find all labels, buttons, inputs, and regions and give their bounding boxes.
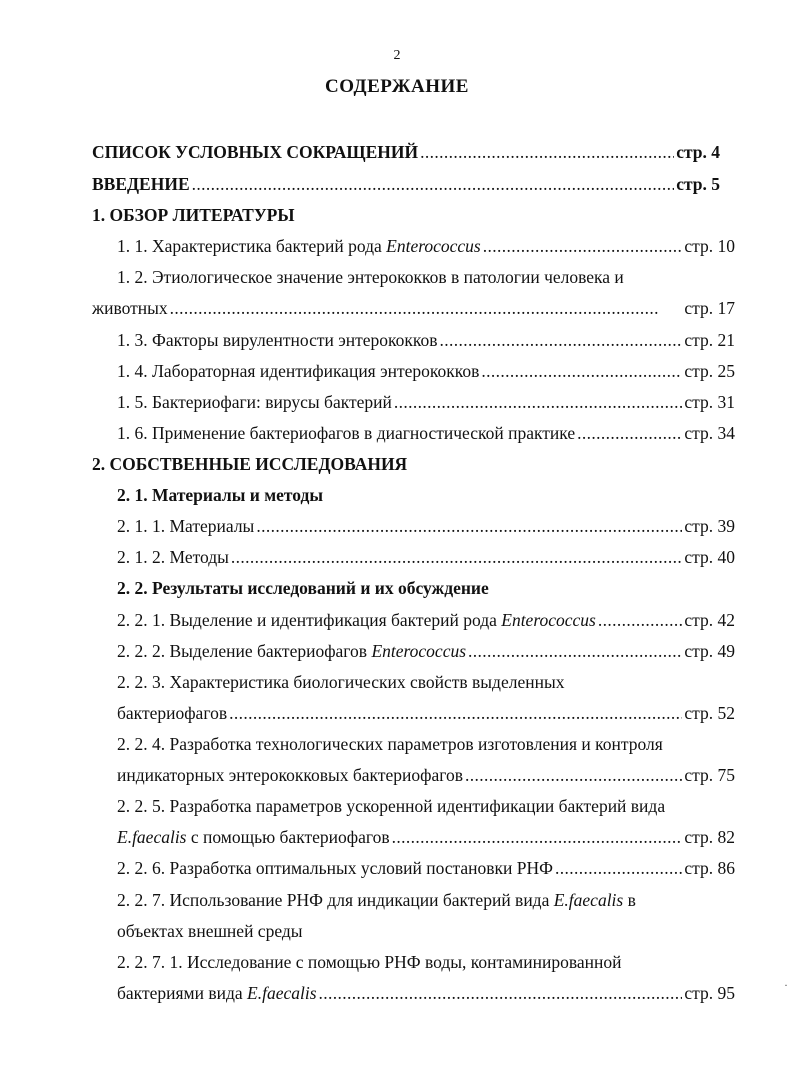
toc-entry-2-2-7-cont: объектах внешней среды (117, 921, 303, 941)
toc-page-ref: стр. 10 (684, 236, 735, 256)
toc-page-ref: стр. 39 (684, 516, 735, 536)
dot-leader (192, 172, 675, 196)
toc-page-ref: стр. 25 (684, 361, 735, 381)
toc-page-ref: стр. 82 (684, 827, 735, 847)
dot-leader (319, 981, 683, 1005)
dot-leader (598, 608, 683, 632)
toc-page-ref: стр. 5 (676, 174, 720, 194)
toc-page-ref: стр. 40 (684, 547, 735, 567)
toc-entry-1-3: 1. 3. Факторы вирулентности энтерококков . . . стр. 21 (117, 328, 735, 352)
toc-entry-2-2-2: 2. 2. 2. Выделение бактериофагов Enterococcus . . . стр. 49 (117, 639, 735, 663)
toc-entry-2-2-1: 2. 2. 1. Выделение и идентификация бактерий рода Enterococcus . . . стр. 42 (117, 608, 735, 632)
toc-entry-2-2-4-cont: индикаторных энтерококковых бактериофагов . . . стр. 75 (117, 763, 735, 787)
dot-leader (231, 545, 682, 569)
dot-leader (420, 140, 674, 164)
dot-leader (483, 234, 683, 258)
toc-entry-1-5: 1. 5. Бактериофаги: вирусы бактерий . . . стр. 31 (117, 390, 735, 414)
toc-page-ref: стр. 34 (684, 423, 735, 443)
toc-page-ref: стр. 52 (684, 703, 735, 723)
toc-entry-2-2-4: 2. 2. 4. Разработка технологических параметров изготовления и контроля (117, 734, 663, 754)
toc-entry-2-2-5-cont: E.faecalis с помощью бактериофагов . . . стр. 82 (117, 825, 735, 849)
toc-entry-2-2-5: 2. 2. 5. Разработка параметров ускоренной идентификации бактерий вида (117, 796, 666, 816)
toc-chapter-2: 2. СОБСТВЕННЫЕ ИССЛЕДОВАНИЯ (92, 454, 408, 474)
dot-leader (256, 514, 682, 538)
dot-leader (577, 421, 682, 445)
toc-entry-2-2-3: 2. 2. 3. Характеристика биологических свойств выделенных (117, 672, 565, 692)
toc-entry-2-2-7-1-cont: бактериями вида E.faecalis . . . стр. 95 (117, 981, 735, 1005)
toc-entry-2-2-7-1: 2. 2. 7. 1. Исследование с помощью РНФ воды, контаминированной (117, 952, 622, 972)
toc-entry-1-4: 1. 4. Лабораторная идентификация энтерококков . . . стр. 25 (117, 359, 735, 383)
toc-entry-2-2-3-cont: бактериофагов . . . стр. 52 (117, 701, 735, 725)
toc-entry-2-2-6: 2. 2. 6. Разработка оптимальных условий постановки РНФ . . . стр. 86 (117, 856, 735, 880)
page-title: СОДЕРЖАНИЕ (325, 76, 469, 97)
toc-chapter-1: 1. ОБЗОР ЛИТЕРАТУРЫ (92, 205, 295, 225)
dot-leader (394, 390, 682, 414)
dot-leader (392, 825, 683, 849)
toc-section-2-2: 2. 2. Результаты исследований и их обсуждение (117, 578, 489, 598)
toc-page-ref: стр. 21 (684, 330, 735, 350)
toc-page-ref: стр. 17 (684, 298, 735, 318)
toc-entry-2-1-2: 2. 1. 2. Методы . . . стр. 40 (117, 545, 735, 569)
toc-page-ref: стр. 95 (684, 983, 735, 1003)
toc-entry-1-2-cont: животных . . . стр. 17 (92, 296, 735, 320)
toc-page-ref: стр. 75 (684, 765, 735, 785)
toc-entry-2-1-1: 2. 1. 1. Материалы . . . стр. 39 (117, 514, 735, 538)
page-number: 2 (393, 48, 401, 63)
dot-leader (465, 763, 682, 787)
toc-page-ref: стр. 49 (684, 641, 735, 661)
toc-entry-1-6: 1. 6. Применение бактериофагов в диагностической практике . . . стр. 34 (117, 421, 735, 445)
dot-leader (468, 639, 682, 663)
dot-leader (481, 359, 682, 383)
toc-entry-introduction: ВВЕДЕНИЕ . . . стр. 5 (92, 172, 720, 196)
dot-leader (440, 328, 683, 352)
toc-section-2-1: 2. 1. Материалы и методы (117, 485, 324, 505)
dot-leader (229, 701, 682, 725)
dot-leader (555, 856, 682, 880)
toc-page-ref: стр. 31 (684, 392, 735, 412)
toc-entry-abbreviations: СПИСОК УСЛОВНЫХ СОКРАЩЕНИЙ . . . стр. 4 (92, 140, 720, 164)
toc-page-ref: стр. 42 (684, 610, 735, 630)
toc-entry-2-2-7: 2. 2. 7. Использование РНФ для индикации бактерий вида E.faecalis в (117, 890, 636, 910)
toc-entry-1-1: 1. 1. Характеристика бактерий рода Enterococcus . . . стр. 10 (117, 234, 735, 258)
toc-page-ref: стр. 4 (676, 142, 720, 162)
toc-entry-1-2: 1. 2. Этиологическое значение энтерококков в патологии человека и (117, 267, 624, 287)
dot-leader (170, 296, 683, 320)
margin-mark: · (784, 978, 788, 992)
toc-page-ref: стр. 86 (684, 858, 735, 878)
